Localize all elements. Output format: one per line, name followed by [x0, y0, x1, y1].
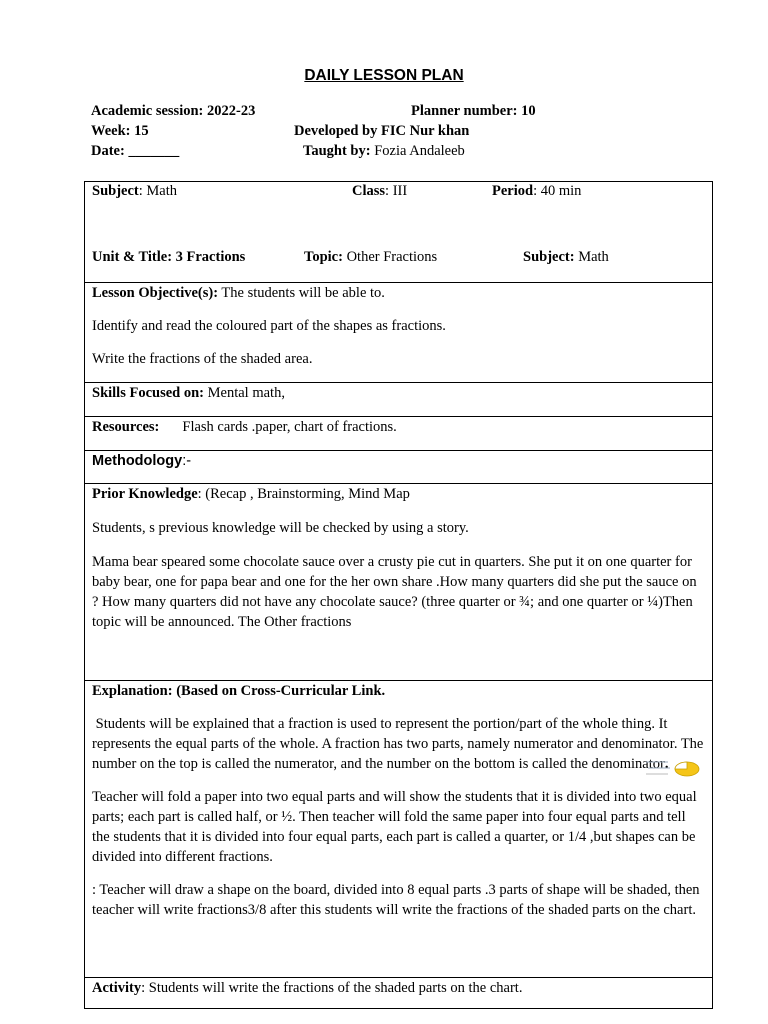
subject-label: Subject	[92, 183, 139, 199]
resources-label: Resources:	[92, 419, 160, 435]
lesson-table	[84, 181, 713, 1009]
planner-number: Planner number: 10	[411, 103, 536, 119]
prior-knowledge-para-1: Students, s previous knowledge will be checked by using a story.	[92, 520, 469, 536]
methodology-row	[85, 451, 712, 484]
period-value: : 40 min	[533, 183, 582, 199]
explanation-row	[85, 681, 712, 978]
methodology-text	[92, 451, 705, 471]
objectives-label: Lesson Objective(s):	[92, 285, 219, 301]
academic-session: Academic session: 2022-23	[91, 103, 256, 119]
week: Week: 15	[91, 123, 149, 139]
class-cell	[352, 183, 407, 200]
objectives-value: The students will be able to.	[218, 285, 385, 301]
activity-label: Activity	[92, 980, 142, 996]
subject-value: : Math	[138, 183, 177, 199]
prior-knowledge-value: : (Recap , Brainstorming, Mind Map	[197, 486, 410, 502]
subject2-value: Math	[574, 249, 609, 265]
skills-label: Skills Focused on:	[92, 385, 204, 401]
objective-1: Identify and read the coloured part of the shapes as fractions.	[92, 318, 446, 334]
prior-knowledge-heading	[92, 484, 705, 504]
objectives-heading	[92, 283, 705, 303]
activity-row	[85, 978, 712, 1008]
prior-knowledge-row	[85, 484, 712, 681]
activity-text	[92, 978, 705, 998]
taught-by	[303, 143, 465, 160]
developed-by: Developed by FIC Nur khan	[294, 123, 470, 139]
skills-text	[92, 383, 705, 403]
explanation-para-3: : Teacher will draw a shape on the board, divided into 8 equal parts .3 parts of shape will be shaded, then teacher will write fractions3/8 after this students will write the fractions of the shaded parts on the chart.	[92, 882, 700, 918]
taught-by-label: Taught by:	[303, 143, 371, 159]
subject2-label: Subject:	[523, 249, 575, 265]
topic-label: Topic:	[304, 249, 343, 265]
explanation-para-1	[92, 714, 705, 774]
subject-row	[85, 182, 712, 283]
explanation-para-1-end: .	[664, 756, 669, 772]
resources-text	[92, 417, 705, 437]
explanation-para-2: Teacher will fold a paper into two equal parts and will show the students that it is divided into two equal parts; each part is called half, or ½. Then teacher will fold the same paper into four equal parts and tell the students that it is divided into four equal parts, each part is called a quarter, or 1/4 ,but shapes can be divided into different fractions.	[92, 789, 697, 865]
subject-cell	[92, 183, 177, 200]
activity-value: : Students will write the fractions of the shaded parts on the chart.	[141, 980, 523, 996]
explanation-heading: Explanation: (Based on Cross-Curricular Link.	[92, 683, 386, 699]
methodology-label: Methodology	[92, 453, 183, 469]
resources-value: Flash cards .paper, chart of fractions.	[182, 419, 397, 435]
objective-2: Write the fractions of the shaded area.	[92, 351, 313, 367]
topic-cell	[304, 249, 437, 266]
resources-row	[85, 417, 712, 451]
class-value: : III	[385, 183, 408, 199]
skills-row	[85, 383, 712, 417]
pie-chart-icon	[644, 756, 704, 783]
prior-knowledge-story: Mama bear speared some chocolate sauce over a crusty pie cut in quarters. She put it on one quarter for baby bear, one for papa bear and one for the her own share .How many quarters did she put the sauce on ? How many quarters did not have any chocolate sauce? (three quarter or ¾; and one quarter or ¼)Then topic will be announced. The Other fractions	[92, 554, 697, 630]
subject2-cell	[523, 249, 609, 266]
class-label: Class	[352, 183, 386, 199]
topic-value: Other Fractions	[342, 249, 438, 265]
skills-value: Mental math,	[204, 385, 285, 401]
unit-title: Unit & Title: 3 Fractions	[92, 249, 246, 265]
date-field: Date: _______	[91, 143, 180, 159]
taught-by-value: Fozia Andaleeb	[370, 143, 465, 159]
page-title: DAILY LESSON PLAN	[304, 67, 464, 84]
prior-knowledge-label: Prior Knowledge	[92, 486, 198, 502]
methodology-value: :-	[182, 453, 192, 469]
explanation-para-1-text: Students will be explained that a fraction is used to represent the portion/part of the whole thing. It represents the equal parts of the whole. A fraction has two parts, namely numerator and denominator. The number on the top is called the numerator, and the number on the bottom is called the denominator	[92, 716, 707, 772]
period-label: Period	[492, 183, 534, 199]
period-cell	[492, 183, 581, 200]
objectives-row	[85, 283, 712, 383]
